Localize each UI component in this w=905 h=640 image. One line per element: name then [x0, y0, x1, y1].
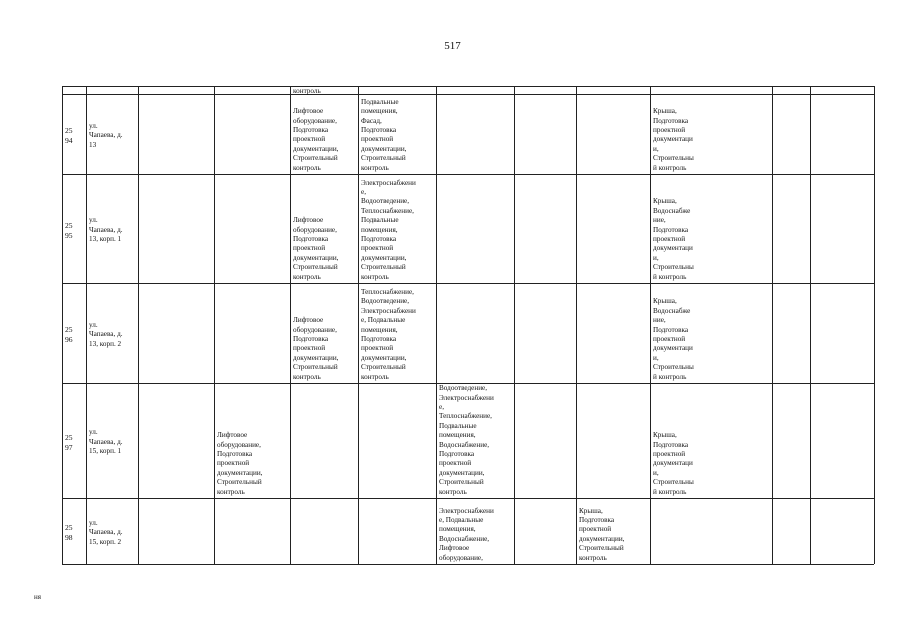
table-column-rule — [772, 86, 773, 564]
table-row-rule — [62, 564, 874, 565]
row-address: ул. Чапаева, д. 15, корп. 1 — [89, 428, 123, 456]
table-column-rule — [138, 86, 139, 564]
row-number: 25 95 — [65, 220, 73, 240]
table-column-rule — [514, 86, 515, 564]
works-table — [62, 86, 874, 564]
row-address: ул. Чапаева, д. 13 — [89, 121, 123, 149]
row-address: ул. Чапаева, д. 13, корп. 2 — [89, 320, 123, 348]
work-cell: Теплоснабжение, Водоотведение, Электроснабжени е, Подвальные помещения, Подготовка проектной документации, Строительный контроль — [361, 288, 416, 381]
table-row-rule — [62, 174, 874, 175]
row-number: 25 94 — [65, 126, 73, 145]
table-row-rule — [62, 94, 874, 95]
row-number: 25 96 — [65, 325, 73, 344]
work-cell: Электроснабжени е, Подвальные помещения, Водоснабжение, Лифтовое оборудование, — [439, 506, 494, 562]
table-row-rule — [62, 498, 874, 499]
page-number: 517 — [444, 40, 461, 52]
work-cell: Лифтовое оборудование, Подготовка проектной документации, Строительный контроль — [293, 216, 339, 281]
table-column-rule — [650, 86, 651, 564]
work-cell: Крыша, Подготовка проектной документаци и, Строительны й контроль — [653, 431, 694, 496]
table-column-rule — [290, 86, 291, 564]
table-column-rule — [86, 86, 87, 564]
work-cell: Лифтовое оборудование, Подготовка проектной документации, Строительный контроль — [293, 316, 339, 381]
table-column-rule — [62, 86, 63, 564]
table-column-rule — [874, 86, 875, 564]
table-row-rule — [62, 283, 874, 284]
work-cell: Крыша, Подготовка проектной документации, Строительный контроль — [579, 506, 625, 562]
work-cell: контроль — [293, 87, 321, 95]
work-cell: Крыша, Водоснабже ние, Подготовка проектной документаци и, Строительны й контроль — [653, 297, 694, 381]
table-column-rule — [436, 86, 437, 564]
work-cell: Крыша, Водоснабже ние, Подготовка проектной документаци и, Строительны й контроль — [653, 197, 694, 281]
work-cell: Лифтовое оборудование, Подготовка проектной документации, Строительный контроль — [217, 431, 263, 496]
footer-mark: ня — [34, 593, 41, 601]
row-number: 25 98 — [65, 523, 73, 542]
table-column-rule — [810, 86, 811, 564]
table-column-rule — [576, 86, 577, 564]
table-column-rule — [358, 86, 359, 564]
table-row-rule — [62, 86, 874, 87]
work-cell: Крыша, Подготовка проектной документаци и, Строительны й контроль — [653, 107, 694, 172]
work-cell: Лифтовое оборудование, Подготовка проектной документации, Строительный контроль — [293, 107, 339, 172]
row-address: ул. Чапаева, д. 15, корп. 2 — [89, 518, 123, 546]
row-number: 25 97 — [65, 432, 73, 452]
work-cell: Подвальные помещения, Фасад, Подготовка проектной документации, Строительный контроль — [361, 97, 407, 172]
table-column-rule — [214, 86, 215, 564]
work-cell: Водоотведение, Электроснабжени е, Теплоснабжение, Подвальные помещения, Водоснабжение, Подготовка проектной документации, Строительный контроль — [439, 384, 494, 496]
row-address: ул. Чапаева, д. 13, корп. 1 — [89, 216, 123, 244]
work-cell: Электроснабжени е, Водоотведение, Теплоснабжение, Подвальные помещения, Подготовка проектной документации, Строительный контроль — [361, 178, 416, 281]
